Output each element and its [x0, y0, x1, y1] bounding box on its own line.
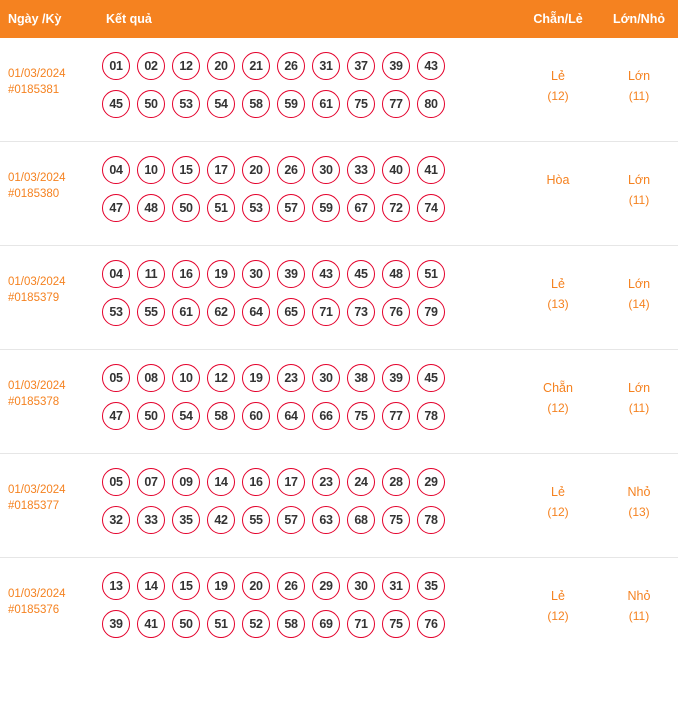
result-ball: 38 — [347, 364, 375, 392]
result-ball: 19 — [242, 364, 270, 392]
result-ball: 64 — [277, 402, 305, 430]
oddeven-cell — [516, 364, 600, 418]
result-balls-cell — [96, 364, 516, 430]
result-ball: 30 — [242, 260, 270, 288]
result-ball: 53 — [242, 194, 270, 222]
result-ball: 58 — [207, 402, 235, 430]
table-row — [0, 454, 678, 558]
result-ball: 75 — [382, 506, 410, 534]
header-date: Ngày /Kỳ — [8, 12, 62, 26]
result-ball: 37 — [347, 52, 375, 80]
result-ball: 23 — [277, 364, 305, 392]
result-ball: 16 — [242, 468, 270, 496]
result-ball: 48 — [382, 260, 410, 288]
header-oddeven: Chẵn/Lẻ — [533, 12, 583, 26]
result-ball: 35 — [417, 572, 445, 600]
result-ball: 47 — [102, 402, 130, 430]
oddeven-value: Chẵn — [543, 381, 573, 395]
result-ball: 26 — [277, 572, 305, 600]
bigsmall-cell — [600, 260, 678, 314]
result-balls-cell — [96, 572, 516, 638]
result-date-cell — [0, 468, 96, 514]
result-ball: 15 — [172, 572, 200, 600]
result-ball: 39 — [102, 610, 130, 638]
oddeven-value: Lẻ — [551, 277, 565, 291]
result-ball: 39 — [382, 364, 410, 392]
result-date: 01/03/2024 — [8, 380, 66, 392]
result-ball: 63 — [312, 506, 340, 534]
result-ball: 45 — [347, 260, 375, 288]
result-balls-cell — [96, 156, 516, 222]
result-ball: 53 — [102, 298, 130, 326]
result-ball: 77 — [382, 90, 410, 118]
result-ball: 09 — [172, 468, 200, 496]
result-ball: 78 — [417, 402, 445, 430]
bigsmall-cell — [600, 52, 678, 106]
result-ball: 57 — [277, 194, 305, 222]
bigsmall-value: Lớn — [627, 69, 651, 83]
result-period-id: #0185379 — [8, 292, 60, 304]
result-ball: 61 — [172, 298, 200, 326]
result-ball: 54 — [207, 90, 235, 118]
result-ball: 43 — [312, 260, 340, 288]
result-ball: 10 — [172, 364, 200, 392]
result-ball: 50 — [137, 90, 165, 118]
result-ball: 51 — [417, 260, 445, 288]
oddeven-value: Lẻ — [551, 69, 565, 83]
oddeven-value: Lẻ — [551, 485, 565, 499]
result-balls-cell — [96, 52, 516, 118]
table-row — [0, 142, 678, 246]
bigsmall-cell — [600, 156, 678, 210]
ball-line — [102, 468, 510, 496]
result-ball: 24 — [347, 468, 375, 496]
result-ball: 20 — [207, 52, 235, 80]
result-date: 01/03/2024 — [8, 588, 66, 600]
result-ball: 14 — [137, 572, 165, 600]
result-period-id: #0185376 — [8, 604, 60, 616]
result-ball: 42 — [207, 506, 235, 534]
oddeven-cell — [516, 52, 600, 106]
oddeven-cell — [516, 468, 600, 522]
ball-line — [102, 402, 510, 430]
result-ball: 45 — [102, 90, 130, 118]
bigsmall-count: (11) — [628, 193, 650, 207]
oddeven-value: Lẻ — [551, 589, 565, 603]
result-ball: 80 — [417, 90, 445, 118]
result-ball: 05 — [102, 364, 130, 392]
result-ball: 51 — [207, 194, 235, 222]
result-balls-cell — [96, 468, 516, 534]
bigsmall-count: (14) — [628, 297, 650, 311]
result-ball: 26 — [277, 156, 305, 184]
result-date-cell — [0, 572, 96, 618]
result-ball: 79 — [417, 298, 445, 326]
ball-line — [102, 156, 510, 184]
bigsmall-cell — [600, 468, 678, 522]
ball-line — [102, 506, 510, 534]
result-ball: 30 — [312, 364, 340, 392]
result-ball: 21 — [242, 52, 270, 80]
result-ball: 17 — [207, 156, 235, 184]
result-ball: 15 — [172, 156, 200, 184]
ball-line — [102, 364, 510, 392]
result-ball: 59 — [277, 90, 305, 118]
result-ball: 64 — [242, 298, 270, 326]
ball-line — [102, 194, 510, 222]
result-ball: 61 — [312, 90, 340, 118]
result-ball: 59 — [312, 194, 340, 222]
result-ball: 04 — [102, 260, 130, 288]
ball-line — [102, 52, 510, 80]
result-ball: 39 — [382, 52, 410, 80]
result-ball: 74 — [417, 194, 445, 222]
bigsmall-count: (11) — [628, 89, 650, 103]
result-ball: 41 — [137, 610, 165, 638]
result-ball: 45 — [417, 364, 445, 392]
result-ball: 29 — [417, 468, 445, 496]
result-ball: 69 — [312, 610, 340, 638]
result-ball: 28 — [382, 468, 410, 496]
result-ball: 54 — [172, 402, 200, 430]
result-ball: 60 — [242, 402, 270, 430]
result-period-id: #0185378 — [8, 396, 60, 408]
table-row — [0, 246, 678, 350]
result-ball: 40 — [382, 156, 410, 184]
result-date-cell — [0, 364, 96, 410]
result-ball: 57 — [277, 506, 305, 534]
oddeven-cell — [516, 572, 600, 626]
table-row — [0, 350, 678, 454]
result-ball: 48 — [137, 194, 165, 222]
result-ball: 67 — [347, 194, 375, 222]
bigsmall-value: Nhỏ — [627, 485, 651, 499]
oddeven-count: (13) — [547, 297, 569, 311]
ball-line — [102, 298, 510, 326]
result-ball: 31 — [312, 52, 340, 80]
result-ball: 43 — [417, 52, 445, 80]
bigsmall-cell — [600, 572, 678, 626]
result-ball: 66 — [312, 402, 340, 430]
result-ball: 62 — [207, 298, 235, 326]
result-ball: 68 — [347, 506, 375, 534]
result-ball: 12 — [172, 52, 200, 80]
bigsmall-count: (11) — [628, 609, 650, 623]
result-ball: 75 — [347, 402, 375, 430]
result-ball: 51 — [207, 610, 235, 638]
result-ball: 13 — [102, 572, 130, 600]
oddeven-count: (12) — [547, 609, 569, 623]
result-ball: 16 — [172, 260, 200, 288]
bigsmall-cell — [600, 364, 678, 418]
result-ball: 08 — [137, 364, 165, 392]
result-date-cell — [0, 52, 96, 98]
result-ball: 55 — [242, 506, 270, 534]
result-ball: 23 — [312, 468, 340, 496]
bigsmall-count: (13) — [628, 505, 650, 519]
table-body — [0, 38, 678, 662]
result-ball: 11 — [137, 260, 165, 288]
result-ball: 19 — [207, 260, 235, 288]
result-ball: 52 — [242, 610, 270, 638]
result-ball: 20 — [242, 156, 270, 184]
header-bigsmall: Lớn/Nhỏ — [613, 12, 665, 26]
ball-line — [102, 90, 510, 118]
result-ball: 30 — [347, 572, 375, 600]
bigsmall-value: Lớn — [627, 381, 651, 395]
result-ball: 75 — [382, 610, 410, 638]
result-ball: 31 — [382, 572, 410, 600]
result-ball: 78 — [417, 506, 445, 534]
result-ball: 76 — [417, 610, 445, 638]
result-ball: 71 — [312, 298, 340, 326]
result-ball: 75 — [347, 90, 375, 118]
result-ball: 47 — [102, 194, 130, 222]
result-ball: 17 — [277, 468, 305, 496]
result-date: 01/03/2024 — [8, 172, 66, 184]
result-period-id: #0185380 — [8, 188, 60, 200]
result-ball: 71 — [347, 610, 375, 638]
result-ball: 30 — [312, 156, 340, 184]
result-ball: 72 — [382, 194, 410, 222]
result-ball: 77 — [382, 402, 410, 430]
oddeven-cell — [516, 156, 600, 190]
table-row — [0, 558, 678, 662]
result-ball: 20 — [242, 572, 270, 600]
result-ball: 76 — [382, 298, 410, 326]
result-date-cell — [0, 156, 96, 202]
oddeven-count: (12) — [547, 89, 569, 103]
result-ball: 58 — [242, 90, 270, 118]
oddeven-cell — [516, 260, 600, 314]
result-ball: 53 — [172, 90, 200, 118]
header-result: Kết quả — [106, 12, 152, 26]
result-ball: 05 — [102, 468, 130, 496]
bigsmall-value: Lớn — [627, 277, 651, 291]
table-header — [0, 0, 678, 38]
result-ball: 01 — [102, 52, 130, 80]
result-date-cell — [0, 260, 96, 306]
result-ball: 50 — [137, 402, 165, 430]
ball-line — [102, 572, 510, 600]
result-date: 01/03/2024 — [8, 68, 66, 80]
result-ball: 12 — [207, 364, 235, 392]
result-period-id: #0185381 — [8, 84, 60, 96]
bigsmall-value: Lớn — [627, 173, 651, 187]
result-ball: 33 — [347, 156, 375, 184]
table-row — [0, 38, 678, 142]
result-ball: 07 — [137, 468, 165, 496]
result-ball: 50 — [172, 194, 200, 222]
result-ball: 55 — [137, 298, 165, 326]
oddeven-count: (12) — [547, 505, 569, 519]
result-ball: 58 — [277, 610, 305, 638]
result-ball: 26 — [277, 52, 305, 80]
result-ball: 14 — [207, 468, 235, 496]
oddeven-count: (12) — [547, 401, 569, 415]
result-ball: 04 — [102, 156, 130, 184]
result-date: 01/03/2024 — [8, 276, 66, 288]
ball-line — [102, 610, 510, 638]
result-balls-cell — [96, 260, 516, 326]
result-period-id: #0185377 — [8, 500, 60, 512]
result-ball: 50 — [172, 610, 200, 638]
result-date: 01/03/2024 — [8, 484, 66, 496]
result-ball: 32 — [102, 506, 130, 534]
result-ball: 39 — [277, 260, 305, 288]
result-ball: 41 — [417, 156, 445, 184]
bigsmall-count: (11) — [628, 401, 650, 415]
result-ball: 73 — [347, 298, 375, 326]
ball-line — [102, 260, 510, 288]
result-ball: 10 — [137, 156, 165, 184]
bigsmall-value: Nhỏ — [627, 589, 651, 603]
result-ball: 35 — [172, 506, 200, 534]
oddeven-value: Hòa — [546, 173, 570, 187]
result-ball: 29 — [312, 572, 340, 600]
result-ball: 02 — [137, 52, 165, 80]
result-ball: 19 — [207, 572, 235, 600]
result-ball: 33 — [137, 506, 165, 534]
result-ball: 65 — [277, 298, 305, 326]
